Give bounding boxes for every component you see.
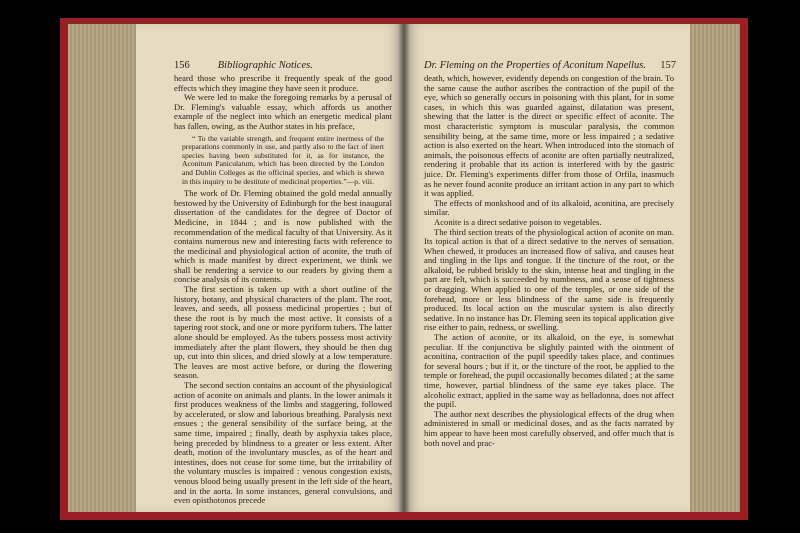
page-edges-left — [68, 24, 138, 512]
paragraph: The effects of monkshood and of its alkaloid, aconitina, are precisely similar. — [424, 197, 674, 218]
block-quote: “ To the variable strength, and frequent entire inertness of the preparations commonly in use, and partly also to the fact of inert species having been substituted for it, as for instance, the Aconitum Paniculatum, which has been directed by the London and Dublin Colleges as the officinal species, and which is shewn in this inquiry to be destitute of medicinal properties.”—p. viii. — [182, 133, 384, 186]
paragraph: The first section is taken up with a short outline of the history, botany, and physical characters of the plant. The root, leaves, and seeds, all possess medicinal properties ; but of these the root is by much the most active. It consists of a tapering root stock, and one or more pyriform tubers. The latter alone should be employed. As the tubers possess most activity immediately after the plant flowers, they should be then dug up, cut into thin slices, and dried slowly at a low temperature. The leaves are most active before, or during the flowering season. — [174, 284, 392, 381]
left-body-text — [174, 74, 392, 506]
paragraph: heard those who prescribe it frequently speak of the good effects which they imagine they have seen it produce. — [174, 73, 392, 93]
paragraph: The second section contains an account of the physiological action of aconite on animals and plants. In the lower animals it first produces weakness of the limbs and staggering, followed by accelerated, or slow and laborious breathing. Paralysis next ensues ; the general sensibility of the surface being, at the same time, impaired ; finally, death by asphyxia takes place, being preceded by blindness to a greater or less extent. After death, motion of the involuntary muscles, as of the heart and intestines, does not cease for some time, but the irritability of the voluntary muscles is impaired : venous congestion exists, venous blood being usually present in the left side of the heart, and in the aorta. In some instances, general convulsions, and even opisthotonos precede — [174, 380, 392, 506]
left-running-title: Bibliographic Notices. — [217, 60, 313, 71]
right-running-head — [424, 60, 676, 71]
left-running-head — [174, 60, 394, 71]
paragraph: The third section treats of the physiological action of aconite on man. Its topical action is that of a direct sedative to the nerves of sensation. When chewed, it produces an increased flow of saliva, and causes heat and tingling in the lips and tongue. If the tincture of the root, or the alkaloid, be rubbed briskly to the skin, intense heat and tingling in the part are felt, which is succeeded by numbness, and a sense of tightness or dragging. When applied to one of the temples, or one side of the forehead, more or less blindness of the same side is frequently produced. Its local action on the muscular system is also directly sedative. In no instance has Dr. Fleming seen its topical application give rise either to pain, redness, or swelling. — [424, 226, 674, 333]
left-page-number: 156 — [174, 60, 190, 71]
right-page — [404, 24, 690, 512]
paragraph: We were led to make the foregoing remarks by a perusal of Dr. Fleming's valuable essay, which affords us another example of the neglect into which an energetic medical plant has fallen, owing, as the Author states in his preface, — [174, 92, 392, 131]
paragraph: The author next describes the physiological effects of the drug when administered in small or medicinal doses, and as the facts narrated by him appear to have been most carefully observed, and offer much that is both novel and prac- — [424, 408, 674, 448]
page-edges-right — [688, 24, 740, 512]
book-gutter — [398, 24, 410, 512]
right-page-number: 157 — [660, 60, 676, 71]
paragraph: The action of aconite, or its alkaloid, on the eye, is somewhat peculiar. If the conjunctiva be slightly painted with the ointment of aconitina, contraction of the pupil speedily takes place, and continues for several hours ; but if it, or the tincture of the root, be applied to the temple or forehead, the pupil occasionally becomes dilated ; at the same time, however, partial blindness of the same eye takes place. The alcoholic extract, applied in the same way as belladonna, does not affect the pupil. — [424, 332, 674, 410]
paragraph: Aconite is a direct sedative poison to vegetables. — [434, 216, 602, 227]
right-body-text — [424, 74, 674, 448]
paragraph: The work of Dr. Fleming obtained the gold medal annually bestowed by the University of Edinburgh for the best inaugural dissertation of the candidates for the degree of Doctor of Medicine, in 1844 ; and is now published with the recommendation of the medical faculty of that University. As it contains numerous new and interesting facts with reference to the medicinal and physiological action of aconite, the truth of which is made manifest by direct experiment, we think we shall be rendering a service to our readers by giving them a concise analysis of its contents. — [174, 188, 392, 285]
left-page — [136, 24, 404, 512]
right-running-title: Dr. Fleming on the Properties of Aconitum Napellus. — [424, 60, 646, 71]
paragraph: death, which, however, evidently depends on congestion of the brain. To the same cause the author ascribes the contraction of the pupil of the eye, which so generally occurs in poisoning with this plant, for in some cases, in which this was guarded against, dilatation was present, shewing that the latter is the direct or specific effect of aconite. The most characteristic symptom is muscular paralysis, the common sensibility being, at the same time, more or less impaired ; a sedative action is also exerted on the heart. When introduced into the stomach of animals, the poisonous effects of aconite are often partially neutralized, rendering it probable that its action is interfered with by the gastric juice. Dr. Fleming's experiments differ from those of Orfila, inasmuch as he never found aconite produce an irritant action in any part to which it was applied. — [424, 73, 674, 199]
